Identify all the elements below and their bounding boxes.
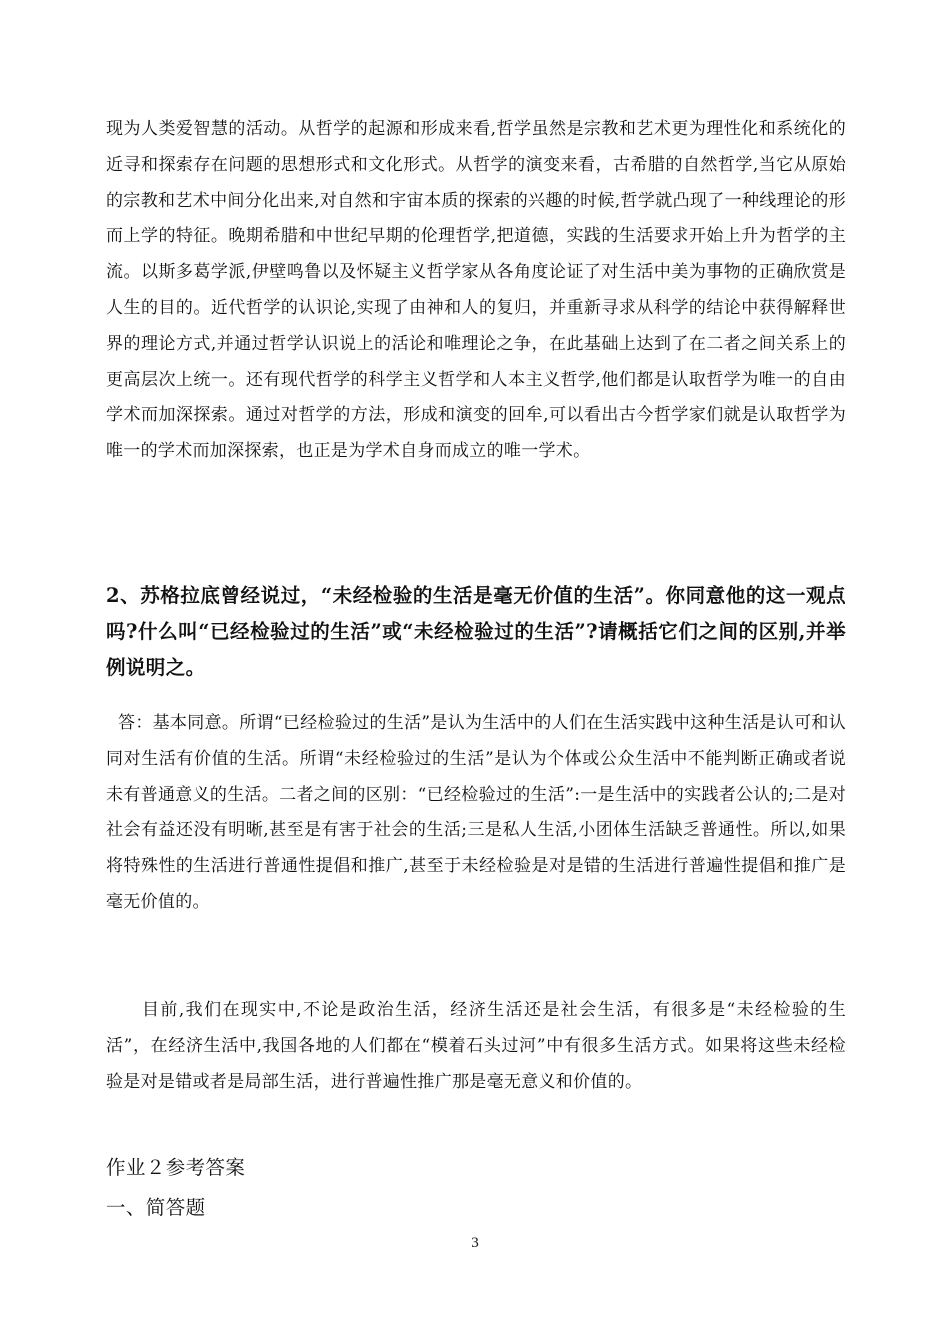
paragraph-example: 目前,我们在现实中,不论是政治生活，经济生活还是社会生活，有很多是“未经检验的生活”，在经济生活中,我国各地的人们都在“模着石头过河”中有很多生活方式。如果将这些未经检验是对是错或者是局部生活，进行普遍性推广那是毫无意义和价值的。 <box>106 1000 846 1092</box>
homework-heading: 作业２参考答案 <box>106 1156 246 1179</box>
question-2: 2、苏格拉底曾经说过，“未经检验的生活是毫无价值的生活”。你同意他的这一观点吗?什么叫“已经检验过的生活”或“未经检验过的生活”?请概括它们之间的区别,并举例说明之。 <box>106 584 846 679</box>
page-number: 3 <box>471 1235 479 1251</box>
paragraph-philosophy: 现为人类爱智慧的活动。从哲学的起源和形成来看,哲学虽然是宗教和艺术更为理性化和系统化的近寻和探索存在问题的思想形式和文化形式。从哲学的演变来看，古希腊的自然哲学,当它从原始的宗教和艺术中间分化出来,对自然和宇宙本质的探索的兴趣的时候,哲学就凸现了一种线理论的形而上学的特征。晚期希腊和中世纪早期的伦理哲学,把道德，实践的生活要求开始上升为哲学的主流。以斯多葛学派,伊壁鸣鲁以及怀疑主义哲学家从各角度论证了对生活中美为事物的正确欣赏是人生的目的。近代哲学的认识论,实现了由神和人的复归，并重新寻求从科学的结论中获得解释世界的理论方式,并通过哲学认识说上的活论和唯理论之争，在此基础上达到了在二者之间关系上的更高层次上统一。还有现代哲学的科学主义哲学和人本主义哲学,他们都是认取哲学为唯一的自由学术而加深探索。通过对哲学的方法，形成和演变的回牟,可以看出古今哲学家们就是认取哲学为唯一的学术而加深探索，也正是为学术自身而成立的唯一学术。 <box>106 119 846 462</box>
section-heading: 一、简答题 <box>106 1196 206 1219</box>
answer-2: 答：基本同意。所谓“已经检验过的生活”是认为生活中的人们在生活实践中这种生活是认可和认同对生活有价值的生活。所谓“未经检验过的生活”是认为个体或公众生活中不能判断正确或者说未有普通意义的生活。二者之间的区别：“已经检验过的生活”:一是生活中的实践者公认的;二是对社会有益还没有明晰,甚至是有害于社会的生活;三是私人生活,小团体生活缺乏普通性。所以,如果将特殊性的生活进行普通性提倡和推广,甚至于未经检验是对是错的生活进行普遍性提倡和推广是毫无价值的。 <box>106 713 846 912</box>
